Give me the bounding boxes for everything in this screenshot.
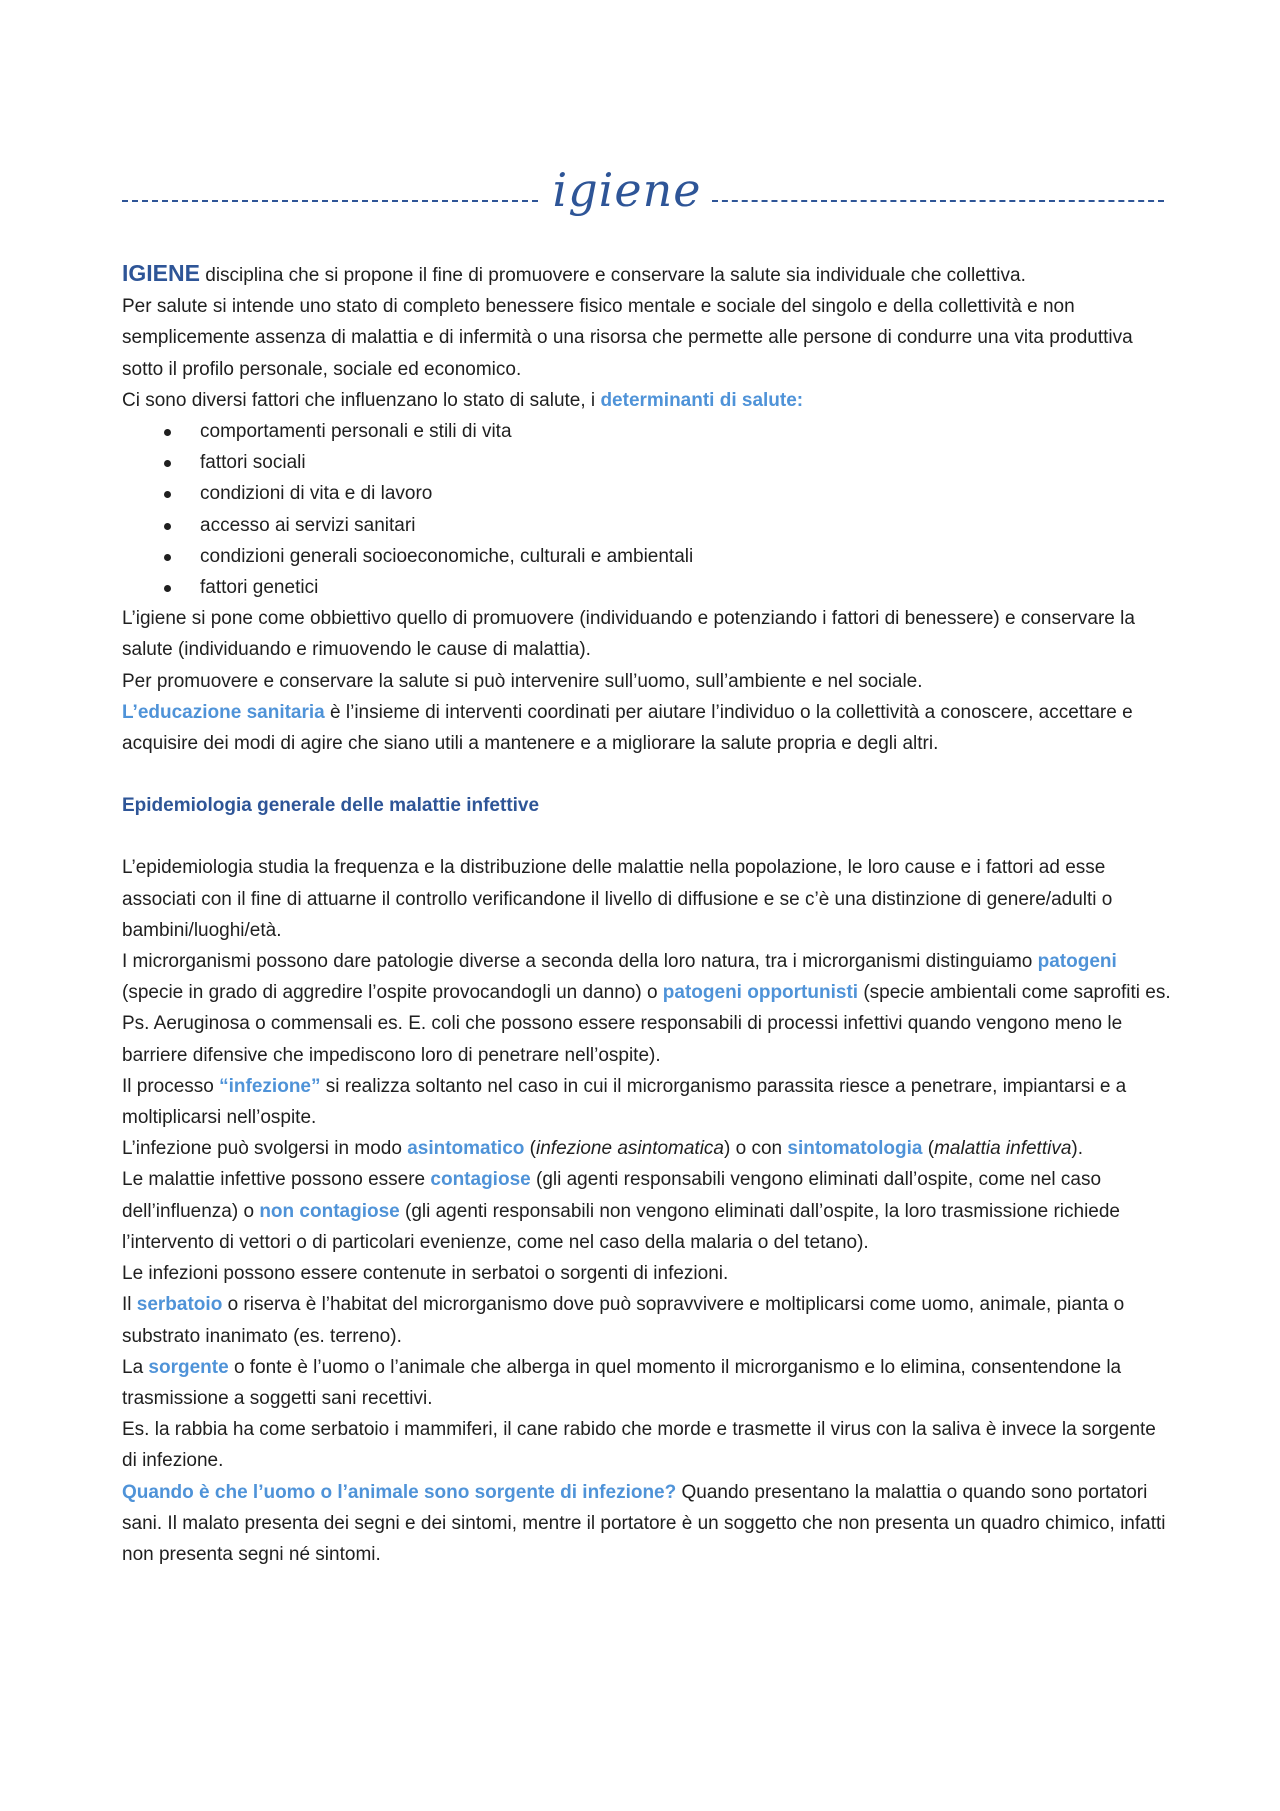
term-sorgente: sorgente	[148, 1356, 229, 1378]
list-item: fattori sociali	[122, 447, 1172, 478]
reservoir-intro: Le infezioni possono essere contenute in serbatoi o sorgenti di infezioni.	[122, 1263, 729, 1285]
education-paragraph: L’educazione sanitaria è l’insieme di interventi coordinati per aiutare l’individuo o la collettività a conoscere, accettare e acquisire dei modi di agire che siano utili a mantenere e a migliorare la salute propria e degli altri.	[122, 701, 1133, 755]
determinants-intro	[122, 385, 1172, 416]
term-sintomatologia: sintomatologia	[787, 1138, 923, 1160]
infection-modes-paragraph: L’infezione può svolgersi in modo asintomatico (infezione asintomatica) o con sintomatologia (malattia infettiva).	[122, 1138, 1084, 1160]
list-item: accesso ai servizi sanitari	[122, 510, 1172, 541]
bullet-icon	[164, 523, 171, 530]
header-title: igiene	[552, 163, 702, 217]
document-body	[122, 258, 1172, 1570]
health-definition: Per salute si intende uno stato di completo benessere fisico mentale e sociale del singolo e della collettività e non semplicemente assenza di malattia e di infermità o una risorsa che permette alle persone di condurre una vita produttiva sotto il profilo personale, sociale ed economico.	[122, 296, 1133, 380]
term-contagiose: contagiose	[430, 1169, 531, 1191]
infection-process-paragraph: Il processo “infezione” si realizza soltanto nel caso in cui il microrganismo parassita riesce a penetrare, impiantarsi e a moltiplicarsi nell’ospite.	[122, 1075, 1127, 1129]
intervention-paragraph: Per promuovere e conservare la salute si può intervenire sull’uomo, sull’ambiente e nel sociale.	[122, 670, 923, 692]
determinants-term: determinanti di salute:	[600, 389, 804, 411]
term-patogeni: patogeni	[1037, 951, 1117, 973]
intro-term: IGIENE	[122, 260, 200, 286]
list-item: condizioni di vita e di lavoro	[122, 478, 1172, 509]
microorganisms-paragraph: I microrganismi possono dare patologie diverse a seconda della loro natura, tra i microrganismi distinguiamo patogeni (specie in grado di aggredire l’ospite provocandogli un danno) o patogeni opportunisti (specie ambientali come saprofiti es. Ps. Aeruginosa o commensali es. E. coli che possono essere responsabili di processi infettivi quando vengono meno le barriere difensive che impediscono loro di penetrare nell’ospite).	[122, 951, 1171, 1066]
term-serbatoio: serbatoio	[136, 1294, 223, 1316]
header-dashed-line-right	[712, 200, 1164, 202]
intro-definition: disciplina che si propone il fine di promuovere e conservare la salute sia individuale che collettiva.	[199, 265, 1026, 286]
question-paragraph: Quando è che l’uomo o l’animale sono sorgente di infezione? Quando presentano la malattia o quando sono portatori sani. Il malato presenta dei segni e dei sintomi, mentre il portatore è un soggetto che non presenta un quadro chimico, infatti non presenta segni né sintomi.	[122, 1481, 1166, 1565]
term-asintomatico: asintomatico	[407, 1138, 525, 1160]
example-paragraph: Es. la rabbia ha come serbatoio i mammiferi, il cane rabido che morde e trasmette il virus con la saliva è invece la sorgente di infezione.	[122, 1419, 1156, 1472]
bullet-icon	[164, 429, 171, 436]
reservoir-paragraph: Il serbatoio o riserva è l’habitat del microrganismo dove può sopravvivere e moltiplicarsi come uomo, animale, pianta o substrato inanimato (es. terreno).	[122, 1294, 1125, 1347]
bullet-icon	[164, 460, 171, 467]
bullet-icon	[164, 491, 171, 498]
determinants-list	[122, 416, 1172, 603]
term-non-contagiose: non contagiose	[259, 1200, 400, 1222]
list-item: fattori genetici	[122, 572, 1172, 603]
intro-paragraph	[122, 258, 1172, 291]
list-item: comportamenti personali e stili di vita	[122, 416, 1172, 447]
list-item: condizioni generali socioeconomiche, culturali e ambientali	[122, 541, 1172, 572]
term-patogeni-opportunisti: patogeni opportunisti	[662, 982, 859, 1004]
source-paragraph: La sorgente o fonte è l’uomo o l’animale che alberga in quel momento il microrganismo e lo elimina, consentendone la trasmissione a soggetti sani recettivi.	[122, 1356, 1122, 1409]
determinants-lead: Ci sono diversi fattori che influenzano lo stato di salute, i	[122, 389, 601, 411]
education-term: L’educazione sanitaria	[122, 701, 325, 723]
term-infezione: “infezione”	[219, 1075, 321, 1097]
bullet-icon	[164, 585, 171, 592]
question-text: Quando è che l’uomo o l’animale sono sorgente di infezione?	[122, 1481, 677, 1503]
bullet-icon	[164, 554, 171, 561]
section-heading: Epidemiologia generale delle malattie infettive	[122, 795, 540, 817]
contagion-paragraph: Le malattie infettive possono essere contagiose (gli agenti responsabili vengono eliminati dall’ospite, come nel caso dell’influenza) o non contagiose (gli agenti responsabili non vengono eliminati dall’ospite, la loro trasmissione richiede l’intervento di vettori o di particolari evenienze, come nel caso della malaria o del tetano).	[122, 1169, 1121, 1253]
epidemiology-definition: L’epidemiologia studia la frequenza e la distribuzione delle malattie nella popolazione, le loro cause e i fattori ad esse associati con il fine di attuarne il controllo verificandone il livello di diffusione e se c’è una distinzione di genere/adulti o bambini/luoghi/età.	[122, 857, 1113, 941]
objective-paragraph: L’igiene si pone come obbiettivo quello di promuovere (individuando e potenziando i fattori di benessere) e conservare la salute (individuando e rimuovendo le cause di malattia).	[122, 608, 1135, 661]
header-rule	[122, 160, 1164, 240]
header-dashed-line-left	[122, 200, 538, 202]
